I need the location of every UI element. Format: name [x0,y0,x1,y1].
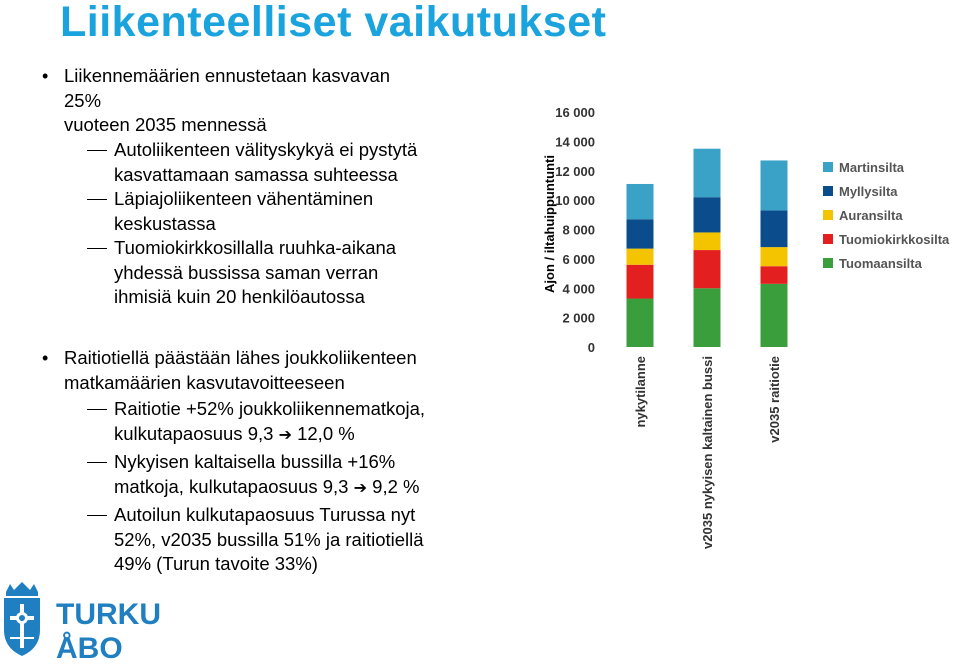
sub-text: matkoja, kulkutapaosuus 9,3 [114,475,349,497]
bar-segment [694,197,721,232]
sub-line [114,422,425,448]
bullet-dot: • [42,66,49,86]
legend-swatch [823,210,833,220]
sub-line: 52%, v2035 bussilla 51% ja raitiotiellä [114,528,424,550]
legend-label: Tuomaansilta [839,256,922,271]
bar-segment [627,299,654,347]
sub-line: Tuomiokirkkosillalla ruuhka-aikana [114,237,397,258]
bullet-item [42,64,391,138]
sub-line: kasvattamaan samassa suhteessa [114,163,398,185]
y-tick-label: 6 000 [562,251,595,267]
dash-marker [87,248,107,249]
y-tick-label: 10 000 [555,193,595,209]
legend-swatch [823,162,833,172]
bar-segment [761,247,788,266]
bullet-dot: • [42,348,49,368]
y-tick-label: 4 000 [562,281,595,297]
bullet-line: Liikennemäärien ennustetaan kasvavan [64,65,391,86]
bullet-item [42,346,417,395]
turku-logo [0,582,160,671]
y-tick-label: 0 [587,340,595,355]
sub-line: Nykyisen kaltaisella bussilla +16% [114,451,396,472]
bar-segment [627,249,654,265]
legend-swatch [823,186,833,196]
y-tick-label: 14 000 [555,134,595,150]
sub-bullet [114,138,417,187]
sub-text: kulkutapaosuus 9,3 [114,422,274,444]
slide-title: Liikenteelliset vaikutukset [60,0,607,46]
x-tick-label: v2035 raitiotie [767,356,782,443]
sub-line: Autoilun kulkutapaosuus Turussa nyt [114,504,416,525]
logo-text-turku: TURKU [56,598,160,631]
logo-text-abo: ÅBO [56,632,123,665]
bar-segment [694,149,721,197]
legend-swatch [823,258,833,268]
sub-text: 9,2 % [372,475,420,497]
bar-segment [627,184,654,219]
bullet-line: 25% [64,89,102,111]
bar-segment [694,288,721,347]
bar-segment [627,265,654,299]
y-tick-label: 16 000 [555,105,595,120]
bar-segment [694,232,721,250]
y-tick-label: 12 000 [555,163,595,179]
sub-bullet [114,503,424,577]
bar-segment [761,210,788,247]
dash-marker [87,199,107,200]
legend-label: Myllysilta [839,184,898,199]
sub-line: Raitiotie +52% joukkoliikennematkoja, [114,398,426,419]
sub-line: Läpiajoliikenteen vähentäminen [114,188,374,209]
dash-marker [87,150,107,151]
dash-marker [87,462,107,463]
bullet-line: matkamäärien kasvutavoitteeseen [64,371,345,393]
arrow-right-icon: ➔ [353,477,368,497]
bullet-line: Raitiotiellä päästään lähes joukkoliikenteen [64,347,417,368]
sub-line: yhdessä bussissa saman verran [114,261,379,283]
turku-coat-of-arms-icon [0,582,160,666]
sub-bullet [114,236,396,310]
dash-marker [87,409,107,410]
y-tick-label: 8 000 [562,222,595,238]
bridge-traffic-chart [510,90,960,590]
dash-marker [87,515,107,516]
legend-swatch [823,234,833,244]
x-tick-label: v2035 nykyisen kaltainen bussi [700,356,715,549]
sub-line: ihmisiä kuin 20 henkilöautossa [114,286,365,307]
sub-bullet [114,450,419,500]
y-tick-label: 2 000 [562,310,595,326]
legend-label: Auransilta [839,208,903,223]
sub-line: Autoliikenteen välityskykyä ei pystytä [114,139,418,160]
sub-bullet [114,187,373,236]
x-tick-label: nykytilanne [633,356,648,428]
sub-line: keskustassa [114,212,216,234]
bar-segment [761,160,788,210]
bar-segment [761,284,788,347]
sub-line [114,475,419,501]
bar-segment [627,219,654,248]
arrow-right-icon: ➔ [278,424,292,444]
legend-label: Martinsilta [839,160,905,175]
legend-label: Tuomiokirkkosilta [839,232,950,247]
bullet-line: vuoteen 2035 mennessä [64,114,267,135]
bar-segment [761,266,788,284]
bar-segment [694,250,721,288]
sub-line: 49% (Turun tavoite 33%) [114,553,318,574]
sub-bullet [114,397,425,447]
y-axis-label: Ajon / iltahuippuntunti [542,155,557,293]
sub-text: 12,0 % [297,422,355,444]
